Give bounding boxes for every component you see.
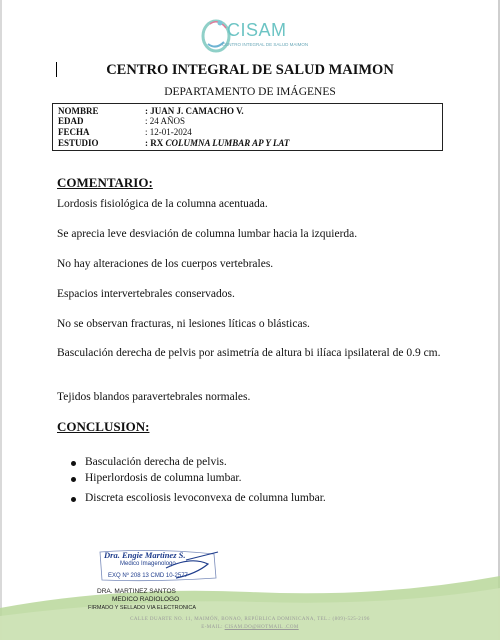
footer-address: CALLE DUARTE NO. 11, MAIMÓN, BONAO, REPÚBLICA DOMINICANA, TEL.: (809)-525-2196 <box>130 617 370 622</box>
footer-email-label: E-MAIL: <box>201 625 225 630</box>
comentario-line: Espacios intervertebrales conservados. <box>57 288 235 300</box>
bullet-dot-icon <box>71 497 76 502</box>
patient-name-row <box>58 106 244 116</box>
footer-email-line <box>0 625 500 630</box>
age-value: : 24 AÑOS <box>145 116 186 126</box>
logo-subtitle: CENTRO INTEGRAL DE SALUD MAIMON <box>222 42 309 47</box>
stamp-registration: EXQ Nº 208 13 CMD 10-2577 <box>108 573 188 579</box>
comentario-line: Tejidos blandos paravertebrales normales. <box>57 391 251 403</box>
stamp-specialty: Medico Imagenologo <box>120 561 176 567</box>
conclusion-item <box>71 456 326 472</box>
doctor-name: DRA. MARTINEZ SANTOS <box>97 588 176 595</box>
patient-info-box <box>52 103 443 151</box>
conclusion-item-text: Hiperlordosis de columna lumbar. <box>85 472 242 484</box>
patient-date-row <box>58 127 192 137</box>
study-value: COLUMNA LUMBAR AP Y LAT <box>165 138 290 148</box>
comentario-line: Se aprecia leve desviación de columna lumbar hacia la izquierda. <box>57 228 358 240</box>
conclusion-list <box>71 456 326 508</box>
conclusion-item-text: Basculación derecha de pelvis. <box>85 456 227 468</box>
conclusion-heading: CONCLUSION: <box>57 419 150 434</box>
date-value: : 12-01-2024 <box>145 127 192 137</box>
patient-age-row <box>58 116 185 126</box>
footer-email-link[interactable]: CISAM.DO@HOTMAIL .COM <box>224 625 299 630</box>
comentario-heading: COMENTARIO: <box>57 175 153 190</box>
study-label: ESTUDIO <box>58 138 99 148</box>
department-name: DEPARTAMENTO DE IMÁGENES <box>164 86 336 98</box>
electronic-signature-note: FIRMADO Y SELLADO VIA ELECTRONICA <box>88 605 196 611</box>
name-value: : JUAN J. CAMACHO V. <box>145 106 244 116</box>
comentario-line: Lordosis fisiológica de la columna acentuada. <box>57 198 268 210</box>
comentario-line: No hay alteraciones de los cuerpos vertebrales. <box>57 258 274 270</box>
conclusion-item-text: Discreta escoliosis levoconvexa de columna lumbar. <box>85 492 326 504</box>
bullet-dot-icon <box>71 461 76 466</box>
doctor-title: MEDICO RADIOLOGO <box>112 596 180 603</box>
age-label: EDAD <box>58 116 84 126</box>
conclusion-item <box>71 492 326 508</box>
comentario-line: Basculación derecha de pelvis por asimetría de altura bi ilíaca ipsilateral de 0.9 cm. <box>57 347 441 359</box>
date-label: FECHA <box>58 127 90 137</box>
bullet-dot-icon <box>71 477 76 482</box>
comentario-line: No se observan fracturas, ni lesiones líticas o blásticas. <box>57 318 310 330</box>
stamp-doctor-name: Dra. Engie Martinez S. <box>104 550 186 560</box>
name-label: NOMBRE <box>58 106 99 116</box>
patient-study-row <box>58 138 289 148</box>
study-prefix: : RX <box>145 138 166 148</box>
conclusion-item <box>71 472 326 488</box>
report-title: CENTRO INTEGRAL DE SALUD MAIMON <box>106 62 394 78</box>
logo-wordmark: CISAM <box>227 20 287 40</box>
